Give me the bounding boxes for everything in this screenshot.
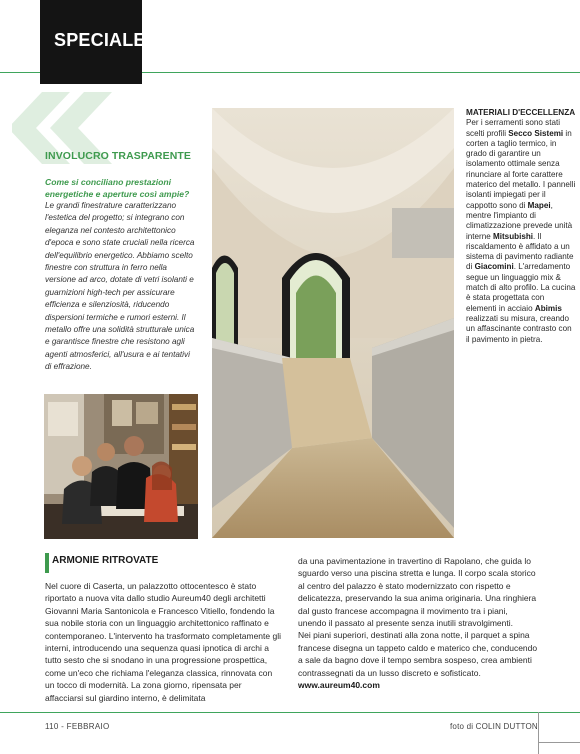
brand-mitsubishi: Mitsubishi xyxy=(493,231,534,241)
sidebar-body: Per i serramenti sono stati scelti profili Secco Sistemi in corten a taglio termico, in grado di garantire un isolamento ottimale senza rinunciare al forte carattere materico del metallo. I pannelli isolanti impiegati per il cappotto sono di Mapei, mentre l'impianto di climatizzazione prevede unità interne Mitsubishi. Il riscaldamento è affidato a un sistema di pavimento radiante di Giacomini. L'arredamento segue un linguaggio mix & match di alto profilo. La cucina è stata progettata con elementi in acciaio Abimis realizzati su misura, creando un affascinante contrasto con il pavimento in pietra. xyxy=(466,118,576,344)
top-rule-left xyxy=(0,72,40,73)
materials-sidebar xyxy=(466,108,576,345)
top-rule xyxy=(142,72,580,73)
brand-giacomini: Giacomini xyxy=(474,262,514,272)
sidebar-title: MATERIALI D'ECCELLENZA xyxy=(466,108,576,117)
bottom-rule xyxy=(0,712,580,713)
architects-photo xyxy=(44,394,198,539)
intro-title: INVOLUCRO TRASPARENTE xyxy=(45,150,191,162)
page-number-info: 110 - FEBBRAIO xyxy=(45,722,110,731)
kitchen-photo-illustration xyxy=(212,108,454,538)
section-label: SPECIALE xyxy=(54,30,146,50)
studio-website-link[interactable]: www.aureum40.com xyxy=(298,680,380,691)
article-title: ARMONIE RITROVATE xyxy=(52,555,159,566)
article-column-right xyxy=(298,555,538,691)
intro-body: Le grandi finestrature caratterizzano l'estetica del progetto; si integrano con eleganza nel contesto architettonico d'epoca e sono state cruciali nella ricerca dell'equilibrio energetico. Abbiamo scelto finestre con struttura in ferro nella versione ad arco, dotate di vetri isolanti e guarnizioni high-tech per assicurare efficienza e silenziosità, riducendo dispersioni termiche e rumori esterni. Il metallo offre una solidità strutturale unica e garantisce finestre che resistono agli agenti atmosferici, all'usura e ai tentativi di effrazione. xyxy=(45,201,195,372)
article-title-accent-bar xyxy=(45,553,49,573)
crop-mark-vertical xyxy=(538,712,539,754)
photo-credit: foto di COLIN DUTTON xyxy=(450,722,538,731)
architects-photo-illustration xyxy=(44,394,198,539)
intro-question: Come si conciliano prestazioni energetiche e aperture così ampie? xyxy=(45,177,190,199)
article-paragraph-1: da una pavimentazione in travertino di Rapolano, che guida lo sguardo verso una piscina stretta e lunga. Il corpo scala storico al centro del palazzo è stato modernizzato con rispetto e delicatezza, preservando la sua anima originaria. Una ringhiera dal gusto francese accompagna il movimento tra i piani, unendo il passato al presente senza inutili stravolgimenti. xyxy=(298,556,537,629)
kitchen-photo xyxy=(212,108,454,538)
intro-box xyxy=(45,150,197,374)
crop-mark-horizontal xyxy=(538,742,580,743)
brand-abimis: Abimis xyxy=(534,303,562,313)
article-column-left: Nel cuore di Caserta, un palazzotto ottocentesco è stato riportato a nuova vita dallo studio Aureum40 degli architetti Giovanni Maria Santonicola e Francesco Vitiello, fondendo la sua nobile storia con un linguaggio architettonico raffinato e contemporaneo. L'intervento ha trasformato completamente gli interni, introducendo una sequenza quasi ipnotica di archi a tutto sesto che si snodano in una progressione prospettica, come un'eco che richiama l'eleganza classica, rinnovata con un tocco di modernità. La zona giorno, ripensata per affacciarsi sul giardino interno, è delimitata xyxy=(45,581,281,703)
article-paragraph-2: Nei piani superiori, destinati alla zona notte, il parquet a spina francese disegna un tappeto caldo e materico che, conducendo a sale da bagno dove il tempo sembra sospeso, crea ambienti contrassegnati da un lusso discreto e sofisticato. xyxy=(298,630,538,678)
brand-mapei: Mapei xyxy=(527,200,551,210)
brand-secco-sistemi: Secco Sistemi xyxy=(508,128,564,138)
